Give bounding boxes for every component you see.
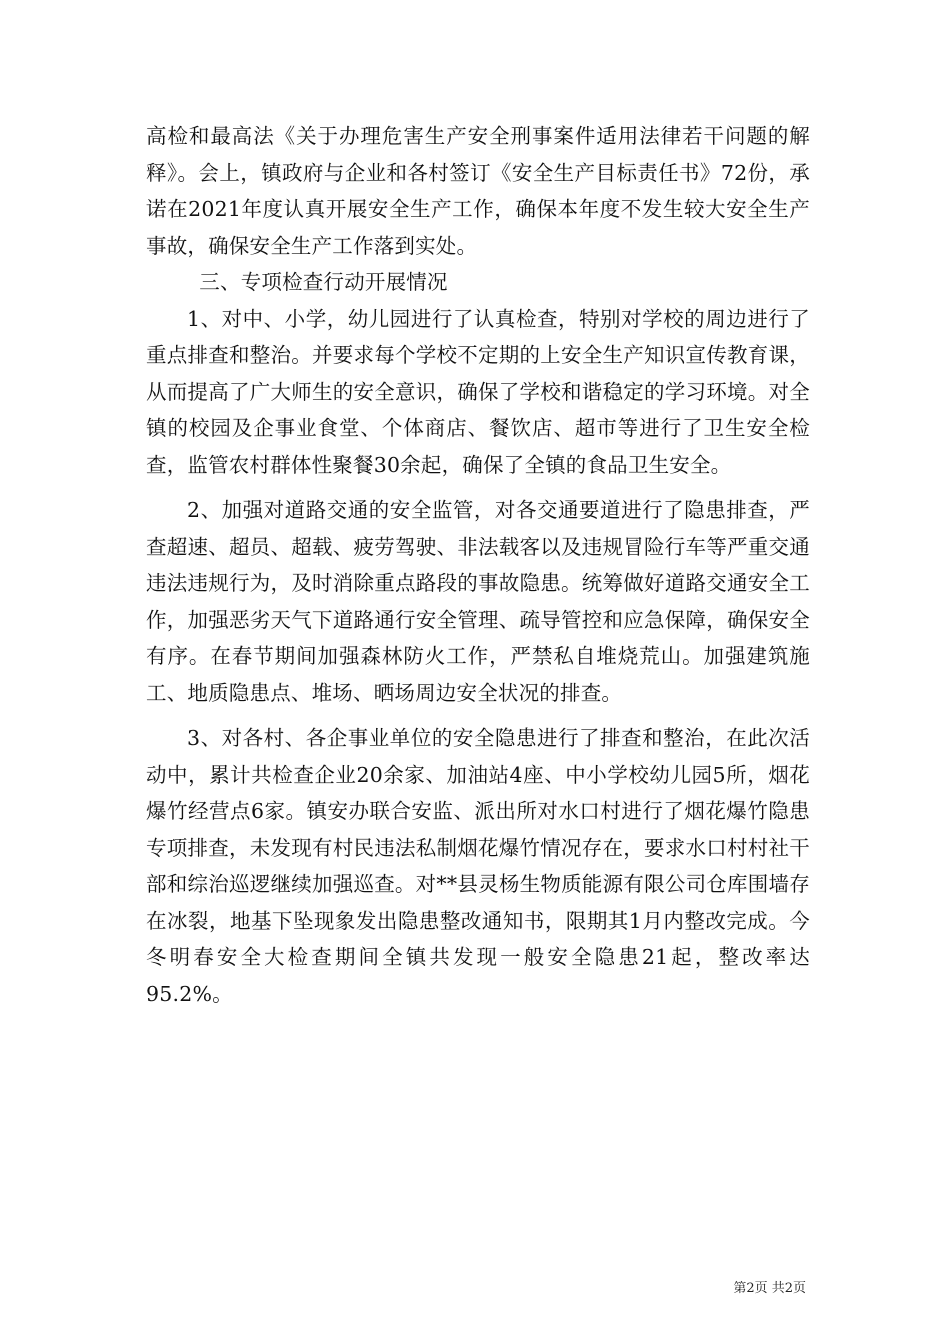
document-body: [146, 118, 810, 1012]
paragraph-item-2: 2、加强对道路交通的安全监管，对各交通要道进行了隐患排查，严查超速、超员、超载、疲劳驾驶、非法载客以及违规冒险行车等严重交通违法违规行为，及时消除重点路段的事故隐患。统筹做好道路交通安全工作，加强恶劣天气下道路通行安全管理、疏导管控和应急保障，确保安全有序。在春节期间加强森林防火工作，严禁私自堆烧荒山。加强建筑施工、地质隐患点、堆场、晒场周边安全状况的排查。: [146, 498, 810, 705]
paragraph-continued: 高检和最高法《关于办理危害生产安全刑事案件适用法律若干问题的解释》。会上，镇政府与企业和各村签订《安全生产目标责任书》72份，承诺在2021年度认真开展安全生产工作，确保本年度不发生较大安全生产事故，确保安全生产工作落到实处。: [146, 124, 810, 258]
paragraph-item-3: 3、对各村、各企事业单位的安全隐患进行了排查和整治，在此次活动中，累计共检查企业20余家、加油站4座、中小学校幼儿园5所，烟花爆竹经营点6家。镇安办联合安监、派出所对水口村进行了烟花爆竹隐患专项排查，未发现有村民违法私制烟花爆竹情况存在，要求水口村村社干部和综治巡逻继续加强巡查。对**县灵杨生物质能源有限公司仓库围墙存在冰裂，地基下坠现象发出隐患整改通知书，限期其1月内整改完成。今冬明春安全大检查期间全镇共发现一般安全隐患21起，整改率达95.2%。: [146, 726, 810, 1006]
page-footer: 第2页 共2页: [733, 1281, 806, 1296]
paragraph-item-1: 1、对中、小学，幼儿园进行了认真检查，特别对学校的周边进行了重点排查和整治。并要求每个学校不定期的上安全生产知识宣传教育课，从而提高了广大师生的安全意识，确保了学校和谐稳定的学习环境。对全镇的校园及企事业食堂、个体商店、餐饮店、超市等进行了卫生安全检查，监管农村群体性聚餐30余起，确保了全镇的食品卫生安全。: [146, 306, 810, 477]
section-heading: 三、专项检查行动开展情况: [199, 270, 448, 294]
